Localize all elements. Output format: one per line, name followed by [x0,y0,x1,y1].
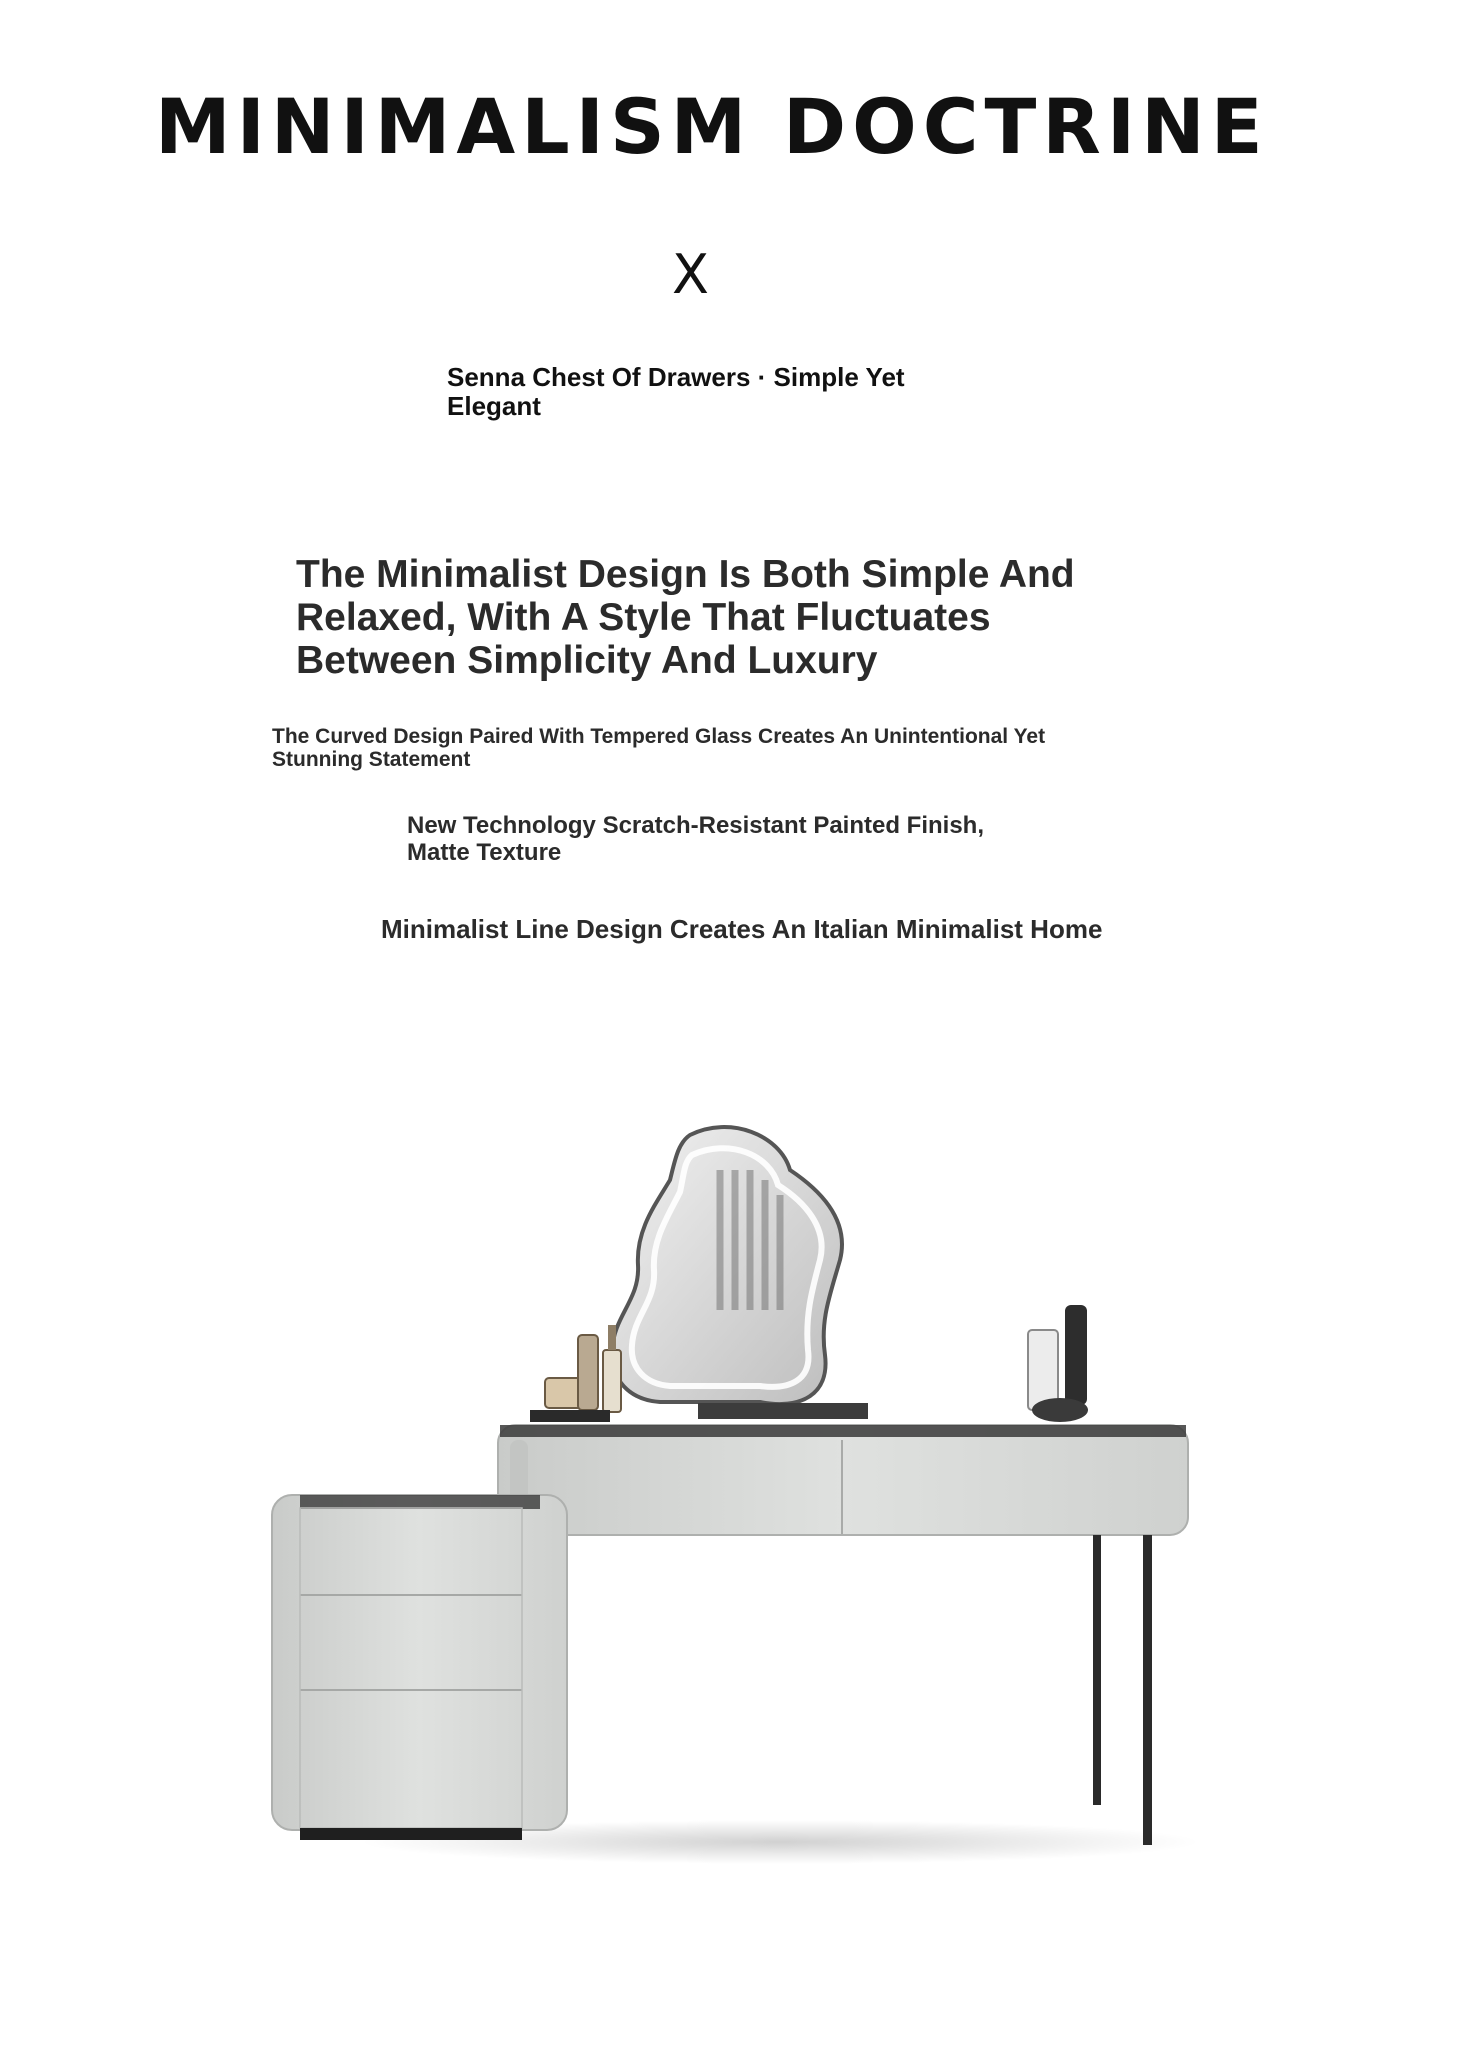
desk-legs [1093,1535,1152,1845]
led-mirror [612,1127,868,1419]
feature-line-design: Minimalist Line Design Creates An Italian Minimalist Home [381,914,1103,944]
product-subtitle: Senna Chest Of Drawers · Simple Yet Elegant [447,362,905,421]
feature-finish: New Technology Scratch-Resistant Painted Finish, Matte Texture [407,812,984,866]
side-cabinet [272,1495,567,1840]
brand-title [155,82,1269,172]
vanity-desk-illustration [260,1110,1220,1900]
product-headline: The Minimalist Design Is Both Simple And Relaxed, With A Style That Fluctuates Between Simplicity And Luxury [296,553,1075,682]
desk-drawer-unit [498,1425,1188,1535]
brand-word-1: MINIMALISM [155,82,753,171]
cosmetics-left [530,1325,621,1422]
feature-curved-glass: The Curved Design Paired With Tempered Glass Creates An Unintentional Yet Stunning Statement [272,725,1046,771]
collab-separator: X [672,243,709,306]
cosmetics-right [1028,1305,1088,1422]
brand-word-2: DOCTRINE [783,82,1269,171]
